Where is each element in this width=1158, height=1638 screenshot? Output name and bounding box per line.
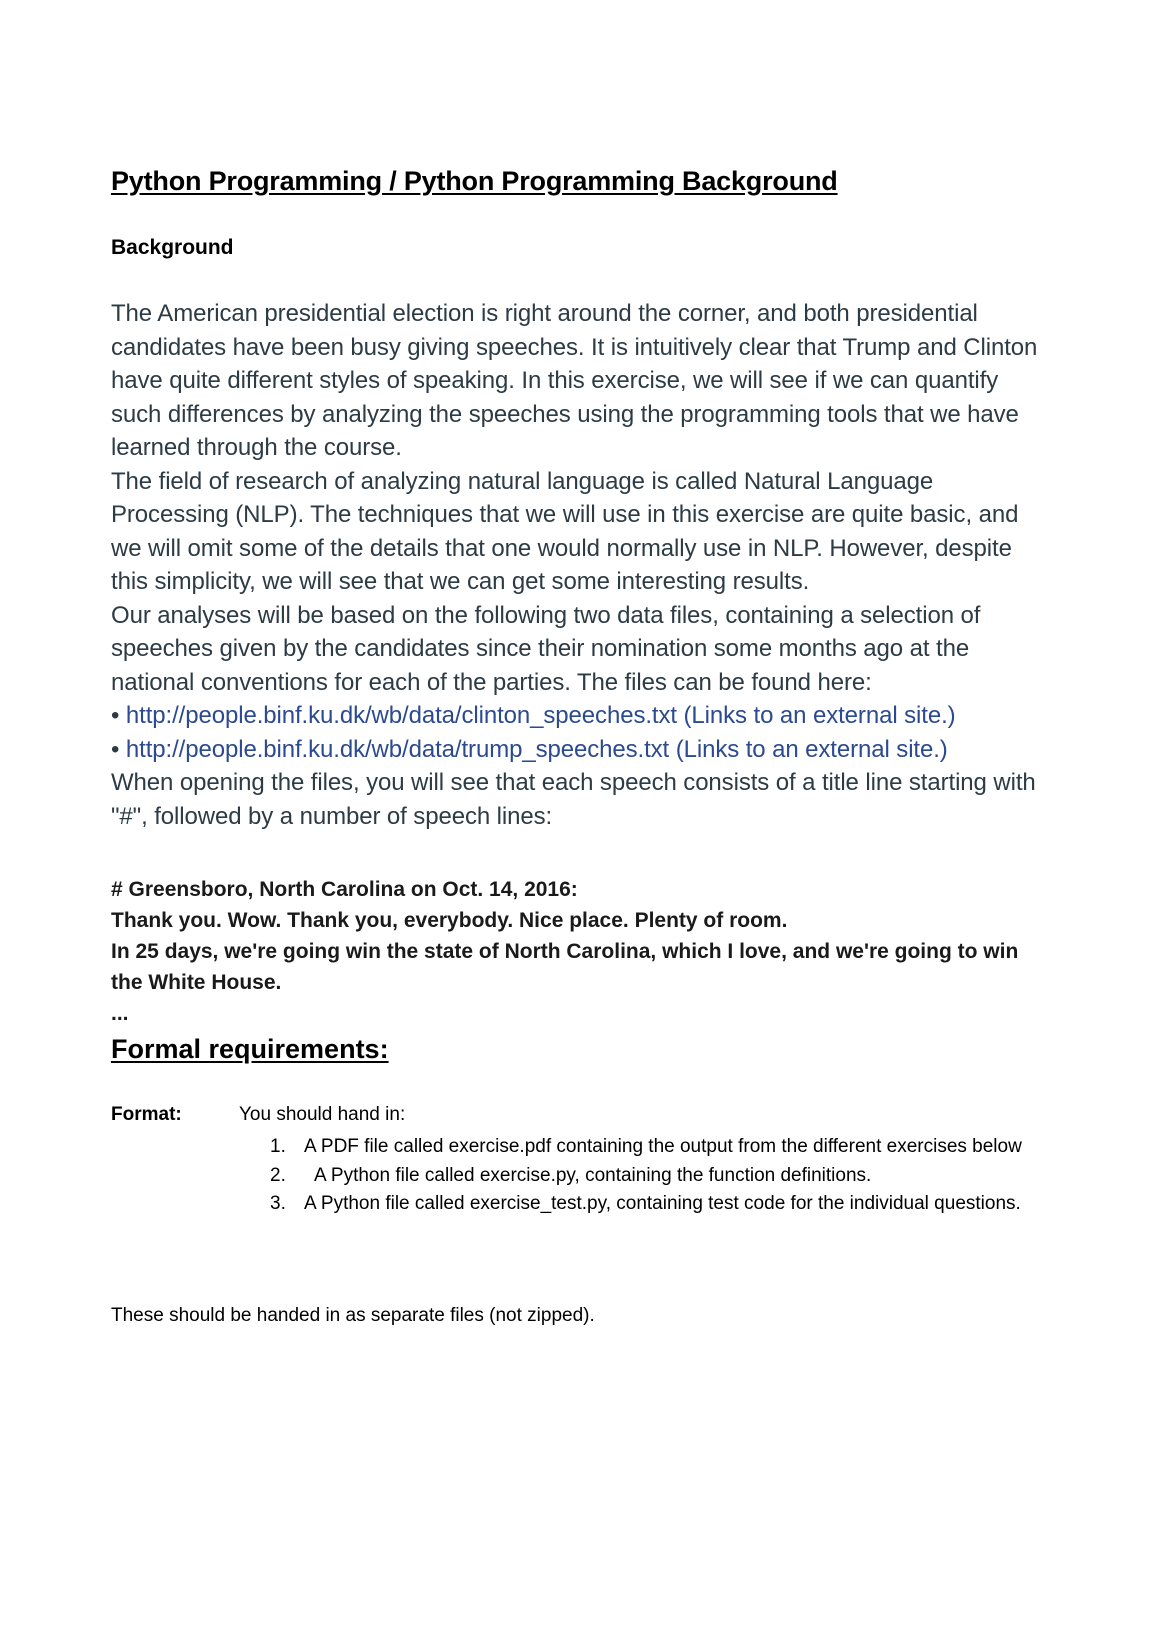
paragraph-nlp: The field of research of analyzing natural language is called Natural Language Processing (NLP). The techniques that we will use in this exercise are quite basic, and we will omit some of the details that one would normally use in NLP. However, despite this simplicity, we will see that we can get some interesting results. bbox=[111, 467, 1019, 595]
hand-in-list bbox=[270, 1133, 1030, 1219]
sample-speech-line: In 25 days, we're going win the state of North Carolina, which I love, and we're going to win the White House. bbox=[111, 940, 1019, 994]
format-label: Format: bbox=[111, 1104, 182, 1125]
trump-speeches-link[interactable]: http://people.binf.ku.dk/wb/data/trump_speeches.txt (Links to an external site.) bbox=[125, 735, 948, 763]
list-item bbox=[270, 1190, 1030, 1219]
sample-title-line: # Greensboro, North Carolina on Oct. 14, 2016: bbox=[111, 878, 578, 901]
link-item-clinton bbox=[111, 699, 1051, 733]
sample-speech-line: Thank you. Wow. Thank you, everybody. Nice place. Plenty of room. bbox=[111, 909, 788, 932]
paragraph-file-format: When opening the files, you will see that each speech consists of a title line starting with "#", followed by a number of speech lines: bbox=[111, 769, 1036, 830]
hand-in-note: These should be handed in as separate files (not zipped). bbox=[111, 1305, 595, 1326]
paragraph-intro: The American presidential election is right around the corner, and both presidential candidates have been busy giving speeches. It is intuitively clear that Trump and Clinton have quite different styles of speaking. In this exercise, we will see if we can quantify such differences by analyzing the speeches using the programming tools that we have learned through the course. bbox=[111, 300, 1038, 461]
link-item-trump bbox=[111, 733, 1051, 767]
external-site-note: (Links to an external site.) bbox=[683, 702, 956, 729]
page-title: Python Programming / Python Programming Background bbox=[111, 166, 838, 196]
background-section bbox=[111, 297, 1051, 833]
list-item-text: A Python file called exercise_test.py, containing test code for the individual questions. bbox=[304, 1193, 1021, 1214]
bullet: • bbox=[111, 735, 120, 763]
bullet: • bbox=[111, 702, 120, 729]
list-item-text: A Python file called exercise.py, containing the function definitions. bbox=[314, 1164, 872, 1186]
sample-ellipsis: ... bbox=[111, 1002, 129, 1025]
list-number: 1. bbox=[270, 1136, 286, 1157]
paragraph-data-files: Our analyses will be based on the following two data files, containing a selection of speeches given by the candidates since their nomination some months ago at the national conventions for each of the parties. The files can be found here: bbox=[111, 601, 981, 696]
format-intro: You should hand in: bbox=[239, 1104, 406, 1125]
list-number: 3. bbox=[270, 1193, 286, 1214]
list-item-text: A PDF file called exercise.pdf containing the output from the different exercises below bbox=[304, 1136, 1022, 1157]
formal-requirements-heading: Formal requirements: bbox=[111, 1034, 389, 1064]
list-item bbox=[270, 1133, 1030, 1162]
list-item bbox=[270, 1162, 1030, 1191]
list-number: 2. bbox=[270, 1164, 286, 1186]
external-site-note: (Links to an external site.) bbox=[675, 735, 948, 763]
speech-sample bbox=[111, 874, 1051, 1029]
clinton-speeches-link[interactable]: http://people.binf.ku.dk/wb/data/clinton_speeches.txt (Links to an external site.) bbox=[125, 702, 956, 729]
section-heading-background: Background bbox=[111, 236, 234, 259]
